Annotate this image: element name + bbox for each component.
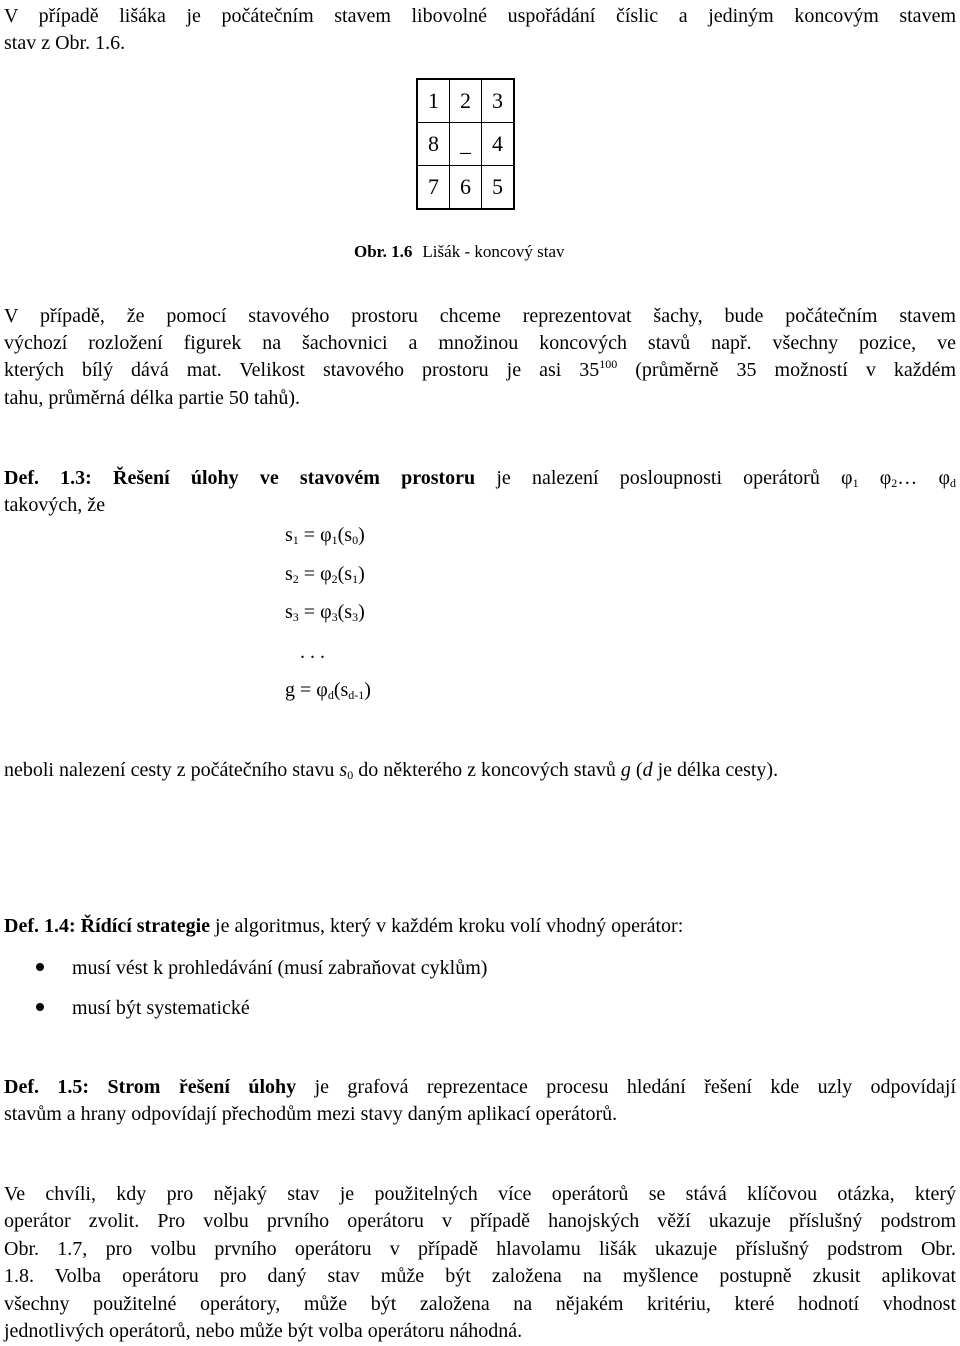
closing-line-3: Obr. 1.7, pro volbu prvního operátoru v případě hlavolamu lišák ukazuje příslušný podstrom Obr.: [4, 1238, 956, 1260]
equation-2: $s_2 = \varphi_2(s_1)$: [285, 563, 365, 586]
def15-line-2: stavům a hrany odpovídají přechodům mezi stavy daným aplikací operátorů.: [4, 1103, 618, 1125]
figure-caption-text: Lišák - koncový stav: [422, 242, 565, 261]
bullet-icon: [36, 963, 44, 971]
puzzle-cell: 2: [450, 79, 482, 123]
closing-line-2: operátor zvolit. Pro volbu prvního operátoru v případě hanojských věží ukazuje příslušný podstrom: [4, 1210, 956, 1232]
equation-4: $g = \varphi_d(s_{d-1})$: [285, 679, 371, 702]
puzzle-cell: 3: [482, 79, 515, 123]
puzzle-cell: 7: [417, 166, 450, 210]
chess-line-1: V případě, že pomocí stavového prostoru chceme reprezentovat šachy, bude počátečním stavem: [4, 305, 956, 327]
equation-3: $s_3 = \varphi_3(s_3)$: [285, 601, 365, 624]
puzzle-cell: 5: [482, 166, 515, 210]
equation-ellipsis: . . .: [300, 641, 325, 663]
bullet-item: musí být systematické: [36, 996, 250, 1020]
puzzle-cell: 1: [417, 79, 450, 123]
def14-label: Def. 1.4:: [4, 915, 76, 937]
intro-line-1: V případě lišáka je počátečním stavem libovolné uspořádání číslic a jediným koncovým stavem: [4, 5, 956, 27]
def13-term: Řešení úlohy ve stavovém prostoru: [113, 467, 476, 489]
def14-term: Řídící strategie: [80, 915, 211, 937]
def14-line: Def. 1.4: Řídící strategie je algoritmus, který v každém kroku volí vhodný operátor:: [4, 915, 684, 937]
chess-line-4: tahu, průměrná délka partie 50 tahů).: [4, 387, 300, 409]
figure-caption-label: Obr. 1.6: [354, 242, 413, 261]
exponent: 100: [599, 357, 618, 371]
def13-conclusion: neboli nalezení cesty z počátečního stavu $s_0$ do některého z koncových stavů g (d je délka cesty).: [4, 759, 779, 782]
equation-1: $s_1 = \varphi_1(s_0)$: [285, 524, 365, 547]
chess-line-3: kterých bílý dává mat. Velikost stavového prostoru je asi $35^{100}$ (průměrně 35 možností v každém: [4, 357, 957, 381]
puzzle-cell: 4: [482, 123, 515, 166]
closing-line-6: jednotlivých operátorů, nebo může být volba operátoru náhodná.: [4, 1320, 523, 1342]
closing-line-4: 1.8. Volba operátoru pro daný stav může být založena na myšlence postupně zkusit aplikovat: [4, 1265, 956, 1287]
puzzle-cell: 6: [450, 166, 482, 210]
puzzle-cell-empty: _: [450, 123, 482, 166]
intro-line-2: stav z Obr. 1.6.: [4, 32, 126, 54]
def13-line-2: takových, že: [4, 494, 106, 516]
def15-label: Def. 1.5:: [4, 1076, 90, 1098]
def13-line-1: Def. 1.3: Řešení úlohy ve stavovém prostoru je nalezení posloupnosti operátorů $\varphi_1$ $\varphi_2\dots$ $\varphi_d$: [4, 467, 957, 490]
closing-line-1: Ve chvíli, kdy pro nějaký stav je použitelných více operátorů se stává klíčovou otázka, který: [4, 1183, 956, 1205]
def13-label: Def. 1.3:: [4, 467, 92, 489]
def15-term: Strom řešení úlohy: [107, 1076, 297, 1098]
puzzle-grid: [416, 78, 515, 210]
puzzle-cell: 8: [417, 123, 450, 166]
closing-line-5: všechny použitelné operátory, může být založena na nějakém kritériu, které hodnotí vhodnost: [4, 1293, 956, 1315]
bullet-icon: [36, 1003, 44, 1011]
figure-caption: [354, 240, 565, 264]
chess-line-2: výchozí rozložení figurek na šachovnici a množinou koncových stavů např. všechny pozice, ve: [4, 332, 956, 354]
def15-line-1: Def. 1.5: Strom řešení úlohy je grafová reprezentace procesu hledání řešení kde uzly odpovídají: [4, 1076, 957, 1098]
bullet-item: musí vést k prohledávání (musí zabraňovat cyklům): [36, 956, 487, 980]
